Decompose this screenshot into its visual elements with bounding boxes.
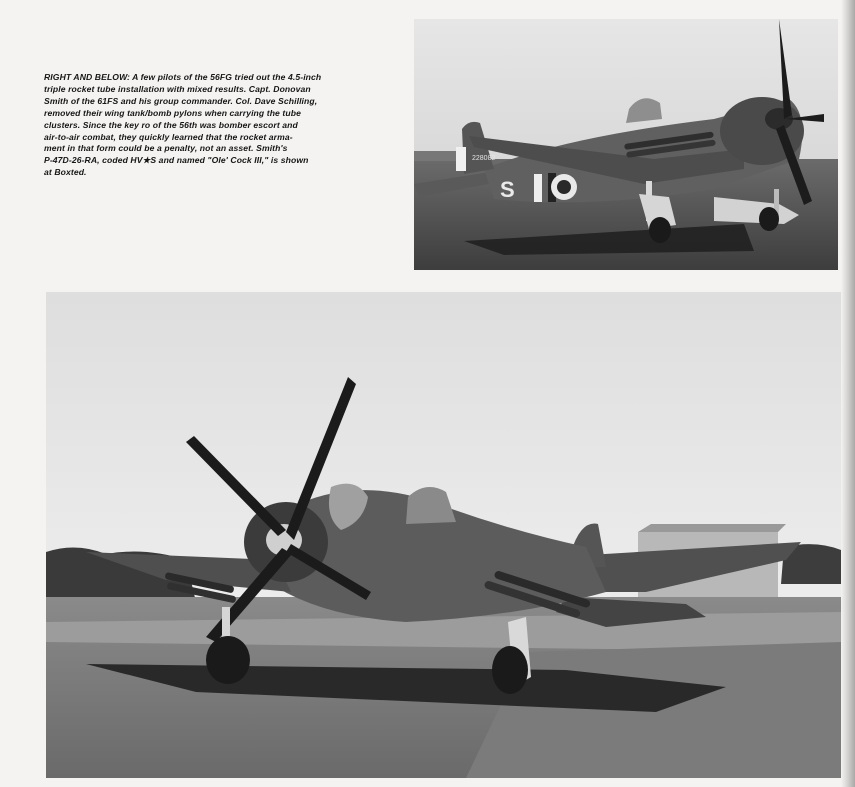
- caption-line: triple rocket tube installation with mixed results. Capt. Donovan: [44, 83, 311, 94]
- caption-line: P-47D-26-RA, coded HV★S and named "Ole' Cock III," is shown: [44, 155, 309, 166]
- tail-serial: 228082: [472, 155, 496, 162]
- caption-line: at Boxted.: [44, 167, 87, 178]
- caption-line: RIGHT AND BELOW: A few pilots of the 56FG tried out the 4.5-inch: [44, 72, 322, 82]
- fuselage-code-s: S: [500, 177, 515, 202]
- photo-p47-front-view-image: [46, 292, 841, 778]
- photo-caption: [44, 72, 410, 179]
- photo-p47-rear-view-image: [414, 19, 838, 270]
- photo-p47-rear-view: [414, 19, 838, 270]
- caption-line: air-to-air combat, they quickly learned that the rocket arma-: [44, 131, 293, 142]
- caption-line: Smith of the 61FS and his group commander. Col. Dave Schilling,: [44, 95, 318, 106]
- caption-line: clusters. Since the key ro of the 56th was bomber escort and: [44, 119, 298, 130]
- caption-line: removed their wing tank/bomb pylons when carrying the tube: [44, 107, 301, 118]
- caption-line: ment in that form could be a penalty, not an asset. Smith's: [44, 143, 288, 154]
- page-binding-edge: [841, 0, 855, 787]
- photo-p47-front-view: [46, 292, 841, 778]
